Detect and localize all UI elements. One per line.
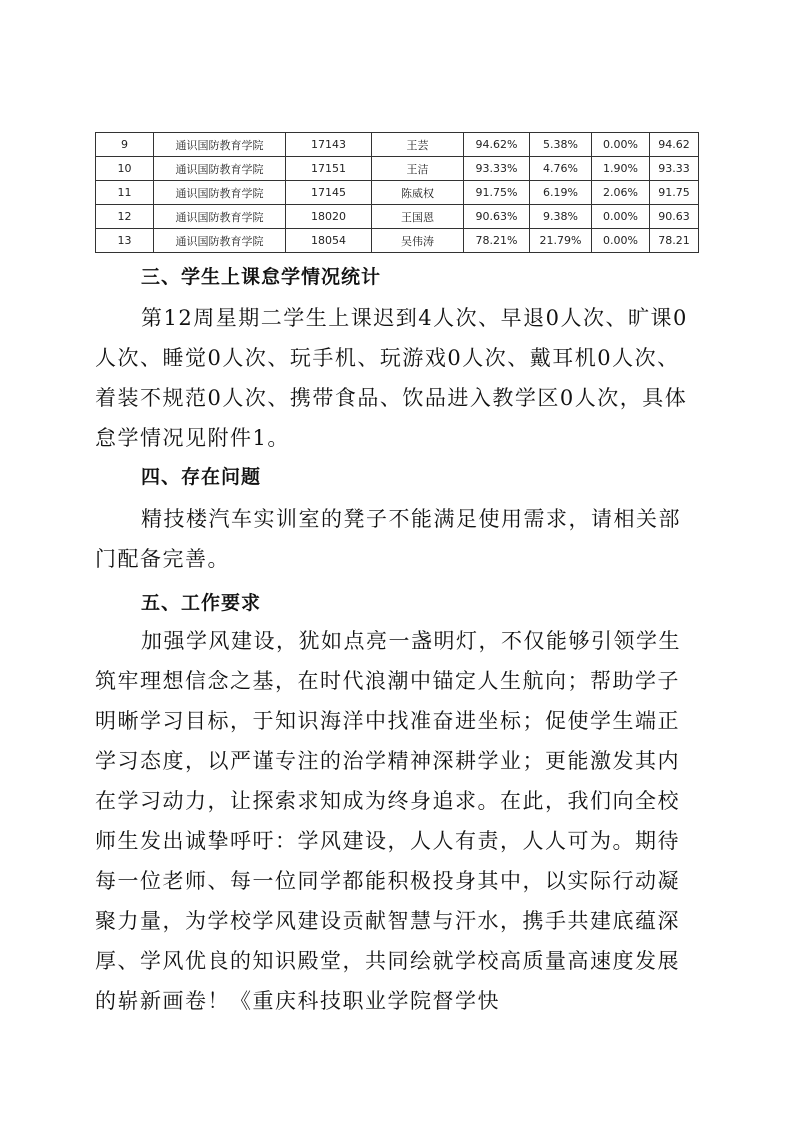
course-code: 17151: [286, 157, 372, 181]
section-5-heading: 五、工作要求: [141, 592, 262, 614]
teacher-name: 王芸: [372, 133, 464, 157]
course-code: 17143: [286, 133, 372, 157]
rate-3: 2.06%: [592, 181, 650, 205]
teacher-name: 王国恩: [372, 205, 464, 229]
table-row: [96, 205, 699, 229]
teacher-name: 陈威权: [372, 181, 464, 205]
teacher-name: 吴伟涛: [372, 229, 464, 253]
rate-1: 90.63%: [464, 205, 530, 229]
rate-2: 4.76%: [530, 157, 592, 181]
score: 90.63: [650, 205, 699, 229]
table-row: [96, 181, 699, 205]
table-row: [96, 157, 699, 181]
section-4-paragraph: 精技楼汽车实训室的凳子不能满足使用需求，请相关部门配备完善。: [95, 507, 681, 571]
score: 91.75: [650, 181, 699, 205]
course-code: 17145: [286, 181, 372, 205]
college-name: 通识国防教育学院: [154, 205, 286, 229]
table-row: [96, 133, 699, 157]
rate-2: 21.79%: [530, 229, 592, 253]
rate-1: 91.75%: [464, 181, 530, 205]
table-row: [96, 229, 699, 253]
course-code: 18054: [286, 229, 372, 253]
section-5-paragraph: 加强学风建设，犹如点亮一盏明灯，不仅能够引领学生筑牢理想信念之基，在时代浪潮中锚定人生航向；帮助学子明晰学习目标，于知识海洋中找准奋进坐标；促使学生端正学习态度，以严谨专注的治学精神深耕学业；更能激发其内在学习动力，让探索求知成为终身追求。在此，我们向全校师生发出诚挚呼吁：学风建设，人人有责，人人可为。期待每一位老师、每一位同学都能积极投身其中，以实际行动凝聚力量，为学校学风建设贡献智慧与汗水，携手共建底蕴深厚、学风优良的知识殿堂，共同绘就学校高质量高速度发展的崭新画卷！《重庆科技职业学院督学快: [95, 629, 681, 1013]
teacher-evaluation-table: [95, 132, 699, 253]
rate-2: 9.38%: [530, 205, 592, 229]
row-number: 9: [96, 133, 154, 157]
rate-3: 1.90%: [592, 157, 650, 181]
rate-3: 0.00%: [592, 229, 650, 253]
row-number: 10: [96, 157, 154, 181]
section-3-paragraph: 第12周星期二学生上课迟到4人次、早退0人次、旷课0人次、睡觉0人次、玩手机、玩游戏0人次、戴耳机0人次、着装不规范0人次、携带食品、饮品进入教学区0人次，具体怠学情况见附件1。: [95, 306, 688, 450]
row-number: 12: [96, 205, 154, 229]
teacher-name: 王洁: [372, 157, 464, 181]
rate-1: 78.21%: [464, 229, 530, 253]
section-3-heading: 三、学生上课怠学情况统计: [141, 266, 382, 288]
score: 93.33: [650, 157, 699, 181]
table-body: [96, 133, 699, 253]
score: 94.62: [650, 133, 699, 157]
course-code: 18020: [286, 205, 372, 229]
row-number: 11: [96, 181, 154, 205]
row-number: 13: [96, 229, 154, 253]
rate-3: 0.00%: [592, 205, 650, 229]
score: 78.21: [650, 229, 699, 253]
rate-1: 94.62%: [464, 133, 530, 157]
college-name: 通识国防教育学院: [154, 157, 286, 181]
rate-2: 5.38%: [530, 133, 592, 157]
college-name: 通识国防教育学院: [154, 181, 286, 205]
college-name: 通识国防教育学院: [154, 133, 286, 157]
college-name: 通识国防教育学院: [154, 229, 286, 253]
rate-1: 93.33%: [464, 157, 530, 181]
rate-2: 6.19%: [530, 181, 592, 205]
rate-3: 0.00%: [592, 133, 650, 157]
section-4-heading: 四、存在问题: [141, 466, 262, 488]
